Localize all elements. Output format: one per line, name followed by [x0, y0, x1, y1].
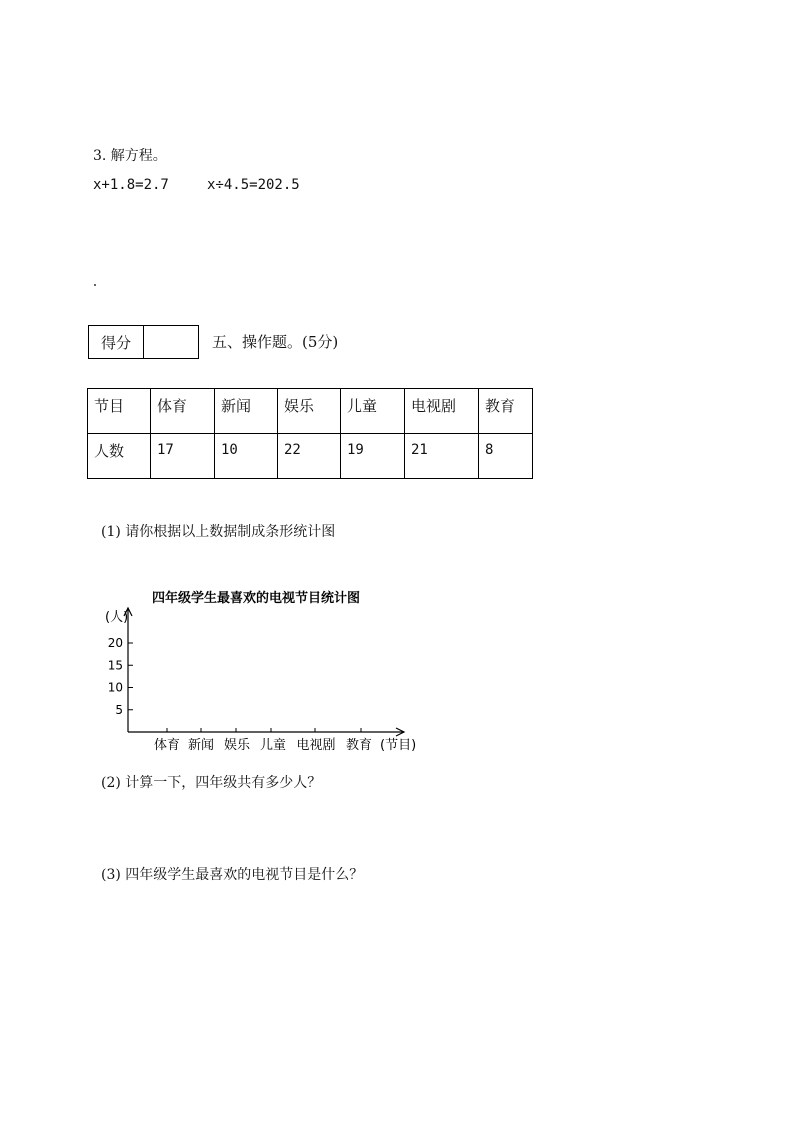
row-header-program: 节目 — [88, 389, 151, 434]
y-tick-label: 20 — [107, 636, 123, 650]
value-cell: 10 — [215, 434, 278, 479]
category-cell: 娱乐 — [278, 389, 341, 434]
value-cell: 19 — [341, 434, 405, 479]
x-tick-label: 体育 — [153, 738, 181, 753]
value-cell: 8 — [479, 434, 533, 479]
y-ticks — [108, 636, 133, 717]
value-cell: 22 — [278, 434, 341, 479]
x-tick-label: 新闻 — [187, 738, 215, 753]
x-axis-label: (节目) — [380, 738, 417, 753]
category-cell: 儿童 — [341, 389, 405, 434]
category-cell: 教育 — [479, 389, 533, 434]
y-tick-label: 10 — [107, 680, 123, 695]
row-header-count: 人数 — [88, 434, 151, 479]
sub-question-3: (3) 四年级学生最喜欢的电视节目是什么？ — [101, 867, 364, 883]
value-cell: 17 — [151, 434, 215, 479]
y-tick-label: 5 — [115, 702, 123, 717]
category-cell: 新闻 — [215, 389, 278, 434]
y-axis-label: (人) — [105, 610, 129, 625]
x-tick-label: 教育 — [345, 738, 373, 753]
equation-1: x+1.8=2.7 — [93, 177, 169, 193]
sub-question-1: (1) 请你根据以上数据制成条形统计图 — [101, 524, 336, 540]
equation-2: x÷4.5=202.5 — [207, 177, 300, 193]
score-label: 得分 — [89, 326, 144, 359]
sub-question-2: (2) 计算一下，四年级共有多少人？ — [101, 775, 322, 791]
chart-title: 四年级学生最喜欢的电视节目统计图 — [152, 591, 361, 606]
y-tick-label: 15 — [107, 658, 123, 673]
question-3-title: 3. 解方程。 — [93, 148, 167, 164]
x-tick-label: 电视剧 — [296, 738, 336, 753]
category-cell: 电视剧 — [405, 389, 479, 434]
x-tick-label: 娱乐 — [223, 738, 251, 753]
x-tick-label: 儿童 — [259, 738, 287, 753]
category-cell: 体育 — [151, 389, 215, 434]
section-5-title: 五、操作题。(5分) — [212, 333, 339, 351]
value-cell: 21 — [405, 434, 479, 479]
